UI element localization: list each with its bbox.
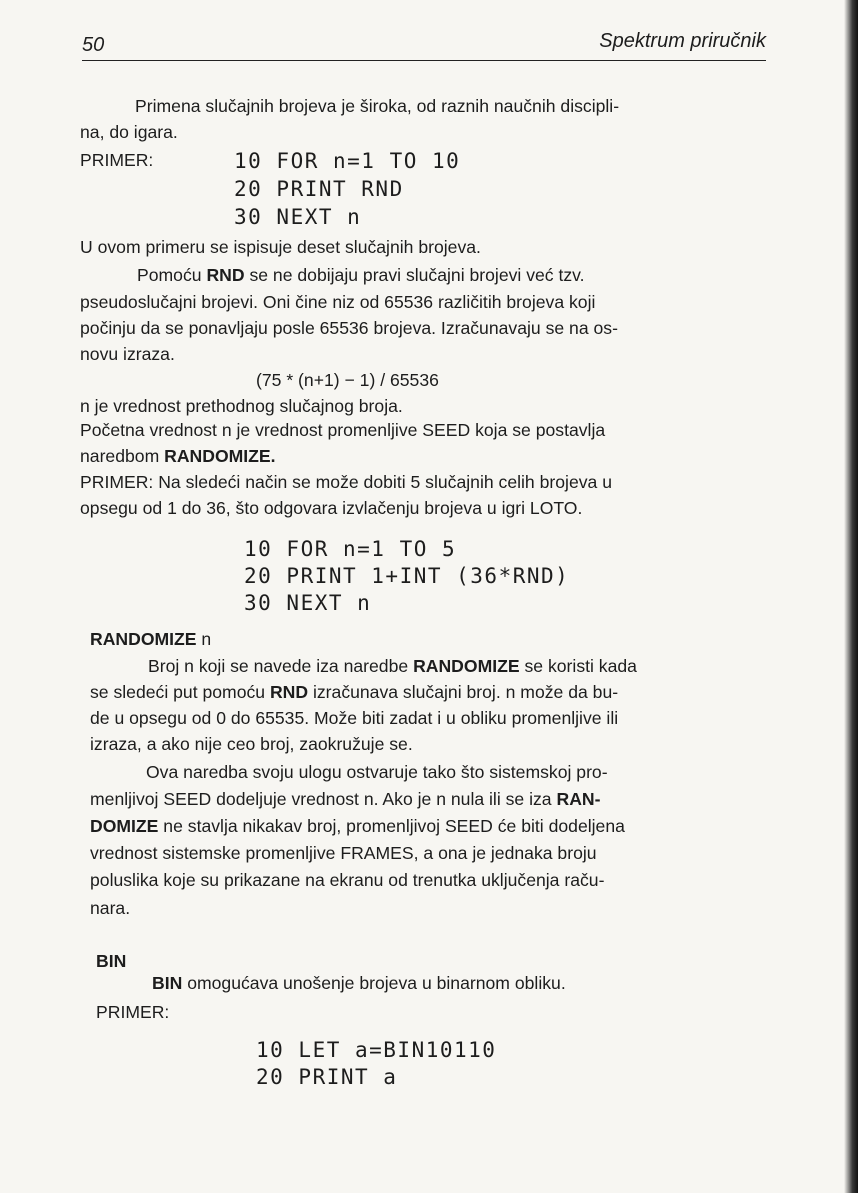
text-span: naredbom — [80, 446, 165, 466]
code-line: 10 LET a=BIN10110 — [256, 1038, 497, 1062]
running-title: Spektrum priručnik — [599, 30, 766, 52]
page-header — [82, 26, 766, 61]
text-span: se koristi kada — [519, 656, 637, 676]
paragraph-line: Ova naredba svoju ulogu ostvaruje tako što sistemskoj pro- — [146, 762, 608, 782]
paragraph-line: n je vrednost prethodnog slučajnog broja. — [80, 396, 403, 416]
paragraph-line: počinju da se ponavljaju posle 65536 brojeva. Izračunavaju se na os- — [80, 318, 618, 338]
paragraph-line: pseudoslučajni brojevi. Oni čine niz od 65536 različitih brojeva koji — [80, 292, 596, 312]
intro-line-1: Primena slučajnih brojeva je široka, od raznih naučnih discipli- — [135, 96, 620, 116]
text-span: omogućava unošenje brojeva u binarnom obliku. — [182, 973, 566, 993]
code-line: 10 FOR n=1 TO 5 — [244, 537, 457, 561]
section-heading-bin — [96, 950, 126, 973]
keyword: BIN — [152, 973, 183, 993]
paragraph-line: vrednost sistemske promenljive FRAMES, a ona je jednaka broju — [90, 843, 597, 863]
keyword: BIN — [96, 951, 127, 971]
paragraph-line: PRIMER: Na sledeći način se može dobiti 5 slučajnih celih brojeva u — [80, 472, 612, 492]
keyword: RAN- — [556, 789, 601, 809]
code-line: 30 NEXT n — [244, 591, 372, 615]
code-line: 30 NEXT n — [234, 205, 362, 229]
code-line: 20 PRINT 1+INT (36*RND) — [244, 564, 570, 588]
keyword: RND — [269, 682, 309, 702]
keyword: RANDOMIZE — [413, 656, 520, 676]
paragraph-line — [137, 264, 585, 287]
paragraph-line: opsegu od 1 do 36, što odgovara izvlačenju brojeva u igri LOTO. — [80, 498, 583, 518]
paragraph-line: poluslika koje su prikazane na ekranu od trenutka uključenja raču- — [90, 870, 605, 890]
code-line: 20 PRINT RND — [234, 177, 404, 201]
text-span: Broj n koji se navede iza naredbe — [148, 656, 414, 676]
intro-line-2: na, do igara. — [80, 122, 178, 142]
page-edge-shadow — [844, 0, 858, 1193]
keyword: RANDOMIZE — [90, 629, 197, 649]
paragraph-line: novu izraza. — [80, 344, 175, 364]
formula: (75 * (n+1) − 1) / 65536 — [256, 370, 439, 390]
text-span: n — [196, 629, 212, 649]
paragraph-line: izraza, a ako nije ceo broj, zaokružuje se. — [90, 734, 413, 754]
text-span: izračunava slučajni broj. n može da bu- — [308, 682, 619, 702]
paragraph-line — [90, 681, 618, 704]
keyword: RND — [206, 265, 245, 285]
paragraph-line — [90, 815, 625, 838]
code-line: 20 PRINT a — [256, 1065, 398, 1089]
paragraph-line — [152, 972, 566, 995]
text-span: Pomoću — [137, 265, 207, 285]
keyword: RANDOMIZE. — [164, 446, 276, 466]
keyword: DOMIZE — [90, 816, 159, 836]
section-heading-randomize — [90, 628, 211, 651]
paragraph-line — [148, 655, 637, 678]
example-label-2: PRIMER: — [96, 1002, 170, 1022]
paragraph-line — [90, 788, 600, 811]
example-label-1: PRIMER: — [80, 150, 154, 170]
page-number: 50 — [82, 34, 105, 56]
paragraph-line: Početna vrednost n je vrednost promenljive SEED koja se postavlja — [80, 420, 606, 440]
after-code-text: U ovom primeru se ispisuje deset slučajnih brojeva. — [80, 237, 481, 257]
paragraph-line — [80, 445, 276, 468]
paragraph-line: nara. — [90, 898, 131, 918]
text-span: menljivoj SEED dodeljuje vrednost n. Ako je n nula ili se iza — [90, 789, 557, 809]
text-span: ne stavlja nikakav broj, promenljivoj SEED će biti dodeljena — [158, 816, 625, 836]
text-span: se ne dobijaju pravi slučajni brojevi već tzv. — [244, 265, 585, 285]
text-span: se sledeći put pomoću — [90, 682, 270, 702]
code-line: 10 FOR n=1 TO 10 — [234, 149, 461, 173]
paragraph-line: de u opsegu od 0 do 65535. Može biti zadat i u obliku promenljive ili — [90, 708, 619, 728]
